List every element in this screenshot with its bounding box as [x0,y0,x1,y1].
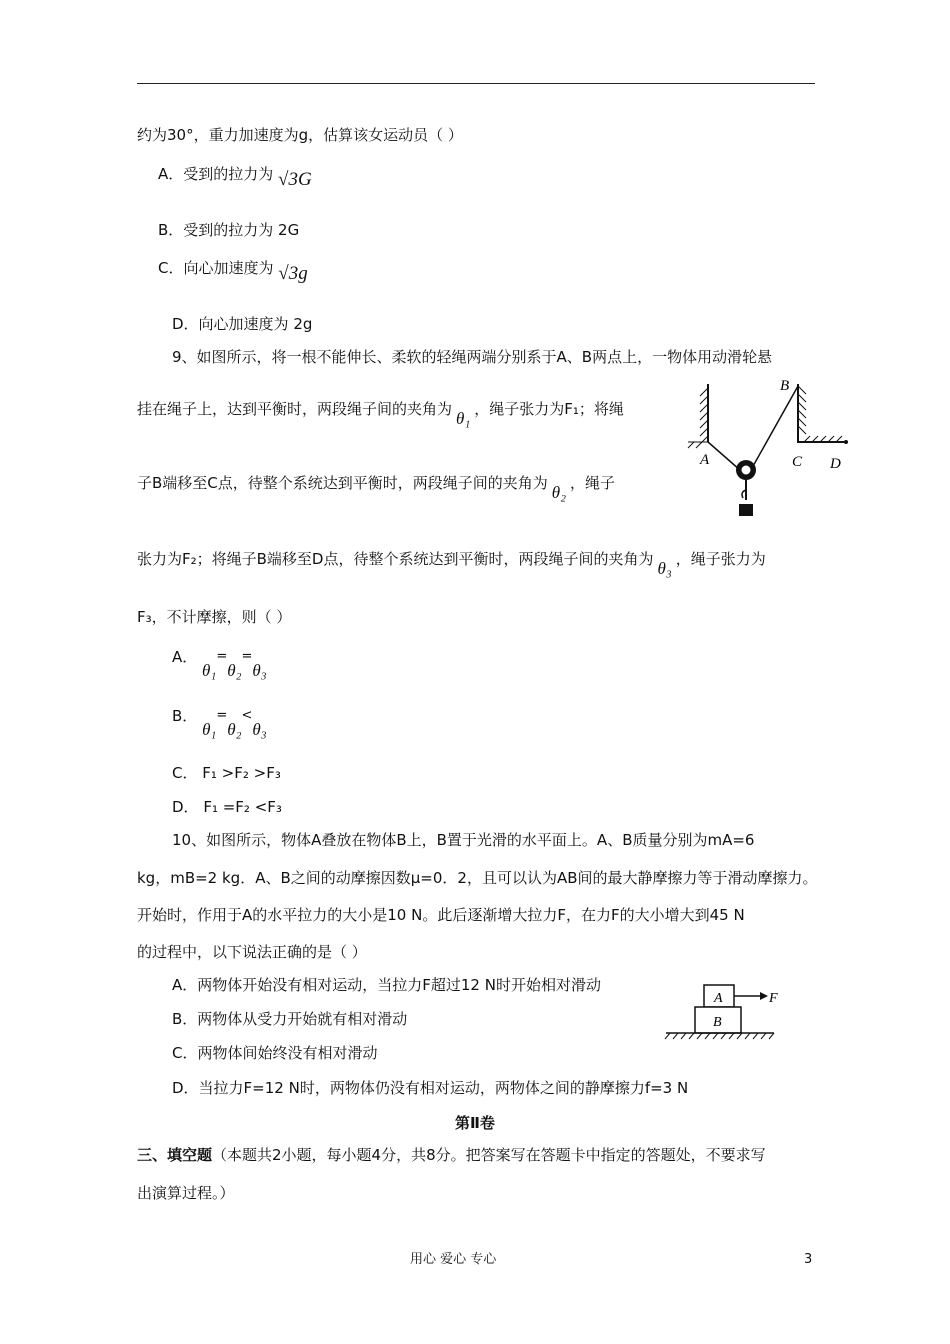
q9-option-c: C． F₁ >F₂ >F₃ [172,764,281,782]
q8-option-a-math: √3G [278,169,312,190]
q8-stem-line: 约为30°，重力加速度为g，估算该女运动员（ ） [137,126,463,144]
q9-line4-text: 张力为F₂；将绳子B端移至D点，待整个系统达到平衡时，两段绳子间的夹角为 [137,550,654,568]
q9-line3-tail: ，绳子 [570,474,616,492]
q9-line4-tail: ，绳子张力为 [675,550,766,568]
label-c: C [792,454,803,470]
q9-option-a [172,646,267,680]
q9-option-a-theta1: θ₁ [202,661,217,680]
q10-stem-line-3: 开始时，作用于A的水平拉力的大小是10 N。此后逐渐增大拉力F，在力F的大小增大到45 N [137,906,745,924]
label-a: A [700,452,710,468]
q9-option-a-op1: = [216,649,228,664]
q8-option-d: D．向心加速度为 2g [172,315,313,333]
footer-motto: 用心 爱心 专心 [410,1252,497,1267]
q9-stem-line-1: 9、如图所示，将一根不能伸长、柔软的轻绳两端分别系于A、B两点上，一物体用动滑轮悬 [172,348,773,366]
section-desc-2: 出演算过程。） [137,1184,235,1202]
left-wall-hatch [688,388,708,448]
q9-line2-tail: ，绳子张力为F₁；将绳 [474,400,624,418]
q8-option-a [158,163,312,190]
force-label: F [769,991,778,1006]
q9-theta2: θ₂ [551,483,567,502]
q9-stem-line-2 [137,398,624,428]
q9-option-b-theta1: θ₁ [202,720,217,739]
q10-option-c: C．两物体间始终没有相对滑动 [172,1044,378,1062]
hanging-mass [739,504,753,516]
label-d: D [830,456,841,472]
q8-option-a-text: A．受到的拉力为 [158,165,274,183]
q10-option-d: D．当拉力F=12 N时，两物体仍没有相对运动，两物体之间的静摩擦力f=3 N [172,1079,689,1097]
q8-option-c-math: √3g [278,263,308,284]
volume-title: 第Ⅱ卷 [455,1114,495,1132]
q10-option-b: B．两物体从受力开始就有相对滑动 [172,1010,408,1028]
block-b-label: B [713,1015,722,1030]
q8-option-c [158,257,308,284]
q9-line2-text: 挂在绳子上，达到平衡时，两段绳子间的夹角为 [137,400,453,418]
q9-option-b-label: B． [172,707,198,725]
q9-stem-line-4 [137,548,766,578]
q9-option-b-theta2: θ₂ [227,720,242,739]
page-number: 3 [804,1252,813,1267]
pulley-axle [741,465,751,475]
q8-option-c-text: C．向心加速度为 [158,259,274,277]
q9-stem-line-3 [137,472,616,502]
q8-option-b: B．受到的拉力为 2G [158,221,300,239]
section-heading: 三、填空题 [137,1146,213,1164]
q10-stem-line-2: kg，mB=2 kg．A、B之间的动摩擦因数μ=0．2，且可以认为AB间的最大静摩擦力等于滑动摩擦力。 [137,869,818,887]
section-heading-line [137,1144,766,1166]
q9-pulley-figure [684,376,854,526]
q10-stem-line-4: 的过程中，以下说法正确的是（ ） [137,943,367,961]
q9-option-b [172,705,267,739]
q9-option-b-op1: = [216,708,228,723]
q10-blocks-figure [662,980,792,1046]
point-d-dot [844,440,848,444]
q10-stem-line-1: 10、如图所示，物体A叠放在物体B上，B置于光滑的水平面上。A、B质量分别为mA=6 [172,831,755,849]
right-wall-hatch [798,386,842,442]
q9-option-a-theta3: θ₃ [252,661,267,680]
q9-theta3: θ₃ [657,559,672,578]
header-rule [137,83,815,84]
q9-theta1: θ₁ [456,409,471,428]
q9-option-b-op2: < [241,708,253,723]
q9-option-b-theta3: θ₃ [252,720,267,739]
force-arrow-head [760,992,768,1000]
q9-option-a-label: A． [172,648,198,666]
q9-option-d: D． F₁ =F₂ <F₃ [172,798,282,816]
ground-hatch [665,1033,774,1039]
q10-option-a: A．两物体开始没有相对运动，当拉力F超过12 N时开始相对滑动 [172,976,601,994]
q9-stem-line-5: F₃，不计摩擦，则（ ） [137,608,292,626]
q9-line3-text: 子B端移至C点，待整个系统达到平衡时，两段绳子间的夹角为 [137,474,548,492]
q9-option-a-theta2: θ₂ [227,661,242,680]
section-desc-1: （本题共2小题，每小题4分，共8分。把答案写在答题卡中指定的答题处，不要求写 [212,1146,766,1164]
q9-option-a-op2: = [241,649,253,664]
rope-left [708,442,740,470]
block-a-label: A [714,991,723,1006]
label-b: B [780,378,790,394]
